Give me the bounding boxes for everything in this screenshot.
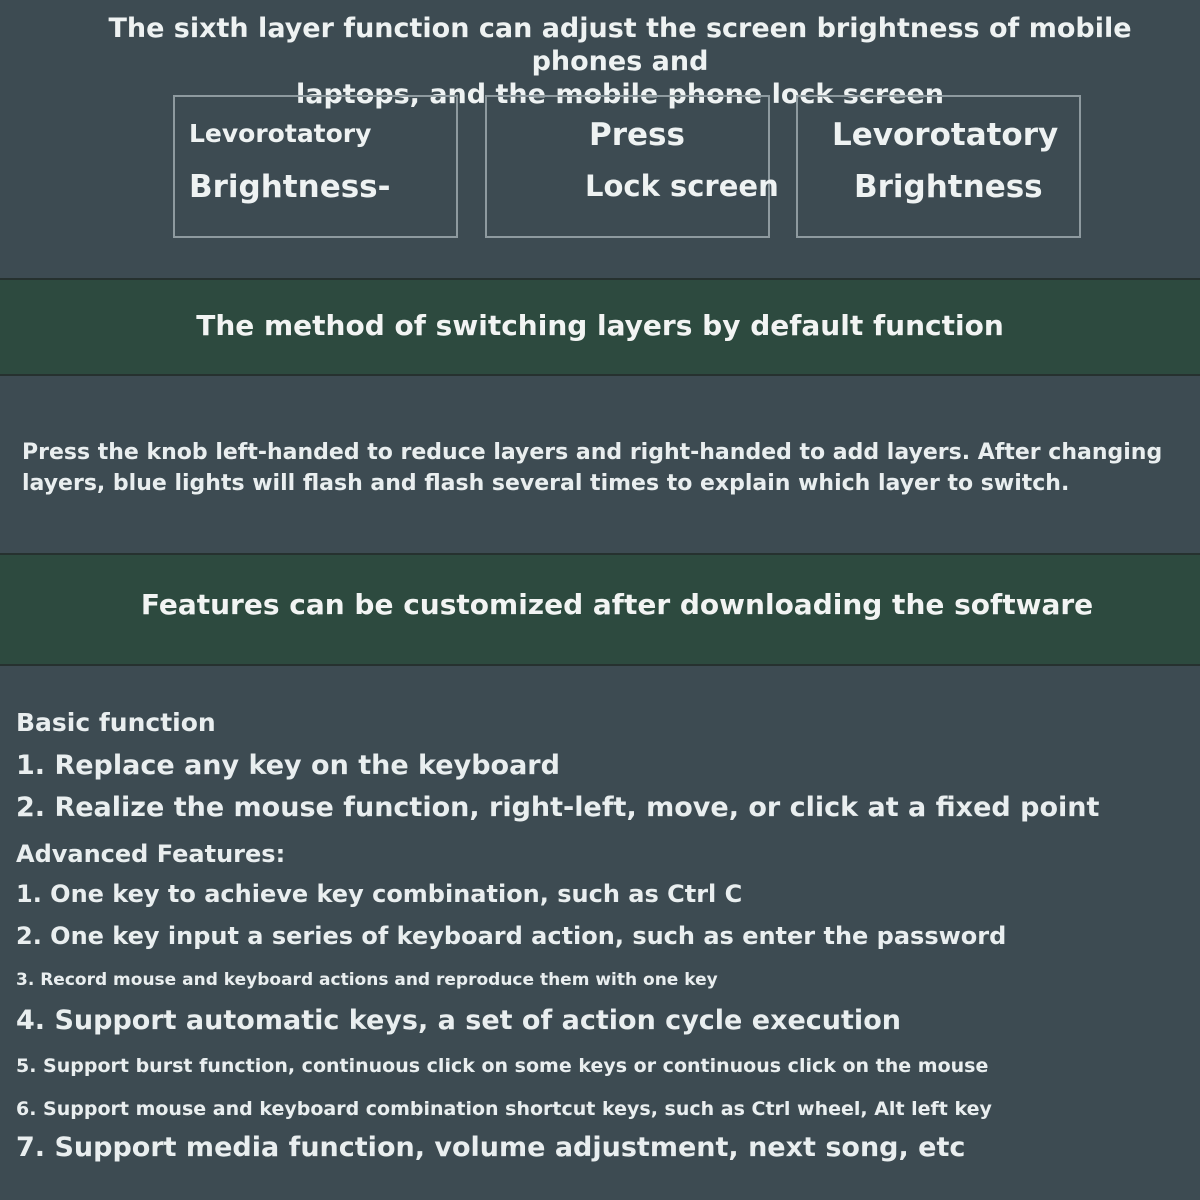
intro-line-2: laptops, and the mobile phone lock screen bbox=[296, 79, 944, 110]
customization-banner bbox=[0, 553, 1200, 666]
basic-function-heading: Basic function bbox=[16, 708, 216, 737]
banner-title: Features can be customized after downloading the software bbox=[140, 588, 1094, 621]
list-item: 3. Record mouse and keyboard actions and reproduce them with one key bbox=[16, 970, 718, 990]
function-box-result: Brightness bbox=[854, 169, 1043, 205]
function-box-action: Press bbox=[589, 117, 685, 153]
layer-switching-description bbox=[22, 437, 1182, 499]
list-item: 7. Support media function, volume adjustment, next song, etc bbox=[16, 1132, 966, 1163]
list-item: 4. Support automatic keys, a set of action cycle execution bbox=[16, 1005, 901, 1036]
function-box-brightness-down bbox=[173, 95, 458, 238]
function-box-result: Brightness- bbox=[189, 169, 391, 205]
list-item: 1. One key to achieve key combination, such as Ctrl C bbox=[16, 880, 743, 908]
function-box-lock-screen bbox=[485, 95, 779, 238]
layer-switching-banner bbox=[0, 278, 1200, 376]
list-item: 1. Replace any key on the keyboard bbox=[16, 750, 560, 781]
top-section bbox=[0, 0, 1200, 278]
list-item: 6. Support mouse and keyboard combination shortcut keys, such as Ctrl wheel, Alt left key bbox=[16, 1098, 992, 1120]
banner-title: The method of switching layers by default function bbox=[196, 309, 1004, 342]
advanced-features-heading: Advanced Features: bbox=[16, 840, 286, 868]
function-box-result: Lock screen bbox=[585, 169, 779, 203]
list-item: 5. Support burst function, continuous click on some keys or continuous click on the mouse bbox=[16, 1055, 989, 1077]
function-box-action: Levorotatory bbox=[832, 117, 1059, 153]
intro-line-1: The sixth layer function can adjust the screen brightness of mobile phones and bbox=[108, 13, 1132, 77]
list-item: 2. One key input a series of keyboard action, such as enter the password bbox=[16, 922, 1007, 950]
list-item: 2. Realize the mouse function, right-left, move, or click at a fixed point bbox=[16, 792, 1100, 823]
function-box-brightness-up bbox=[796, 95, 1081, 238]
description-line-2: layers, blue lights will flash and flash several times to explain which layer to switch. bbox=[22, 471, 1070, 496]
description-line-1: Press the knob left-handed to reduce layers and right-handed to add layers. After changing bbox=[22, 440, 1163, 465]
function-box-action: Levorotatory bbox=[189, 119, 372, 148]
